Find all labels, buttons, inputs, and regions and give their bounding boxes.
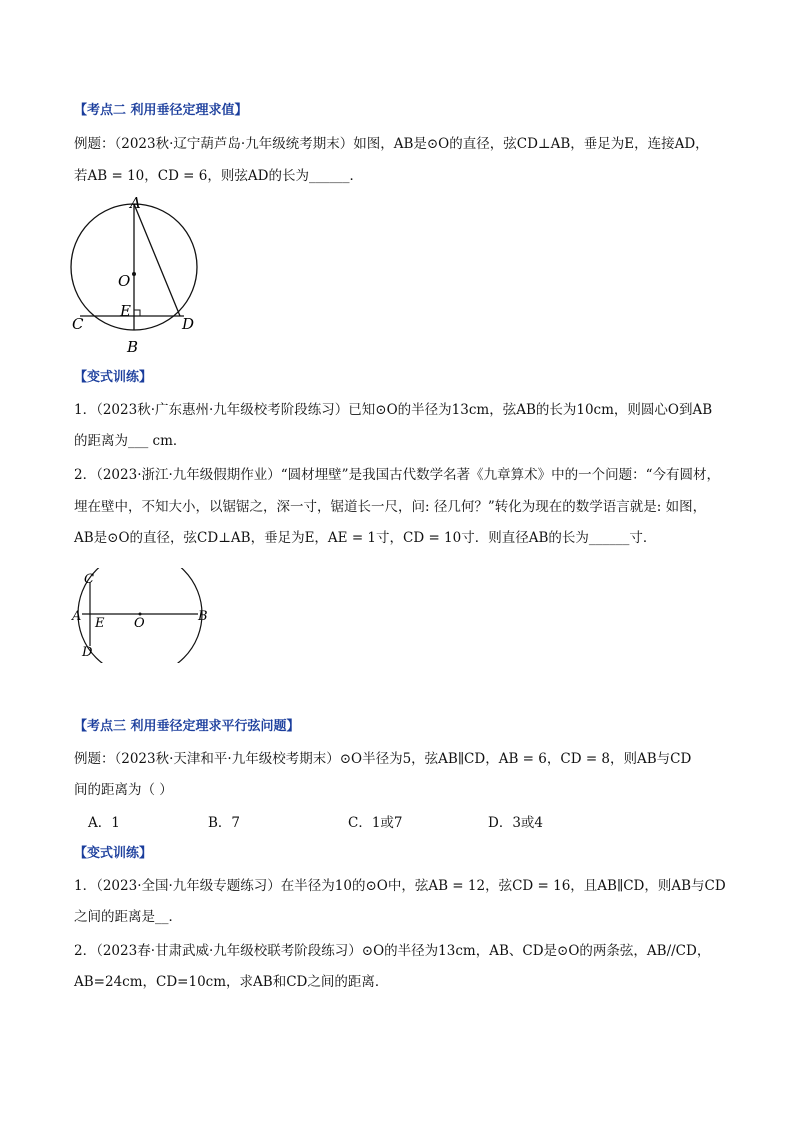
label-c: C [72,315,84,333]
example-3-line-1: 例题：（2023秋·天津和平·九年级校考期末）⊙O半径为5，弦AB∥CD，AB = 6，CD = 8，则AB与CD [74,751,692,767]
label-o: O [118,272,131,290]
section-heading-3: 【考点三 利用垂径定理求平行弦问题】 [74,719,300,734]
variant-3-2-line-1: 2．（2023春·甘肃武威·九年级校联考阶段练习）⊙O的半径为13cm，AB、CD是⊙O的两条弦，AB//CD， [74,943,711,959]
variant-2-1-line-1: 1．（2023秋·广东惠州·九年级校考阶段练习）已知⊙O的半径为13cm，弦AB的长为10cm，则圆心O到AB [74,402,713,418]
label-c: C [84,572,94,587]
variant-2-2-line-2: 埋在壁中，不知大小，以锯锯之，深一寸，锯道长一尺，问: 径几何？”转化为现在的数学语言就是: 如图， [74,499,707,515]
variant-3-1-line-2: 之间的距离是__． [74,909,182,925]
option-a: A．1 [88,815,120,831]
chord-ad [134,204,180,316]
variant-2-2-line-3: AB是⊙O的直径，弦CD⊥AB，垂足为E，AE = 1寸，CD = 10寸．则直径AB的长为______寸． [74,530,657,546]
variant-2-1-line-2: 的距离为___ cm． [74,433,187,449]
label-d: D [82,645,93,660]
figure-circle-diameter-chord [64,192,204,357]
section-heading-2: 【考点二 利用垂径定理求值】 [74,103,248,118]
label-b: B [198,609,208,624]
label-o: O [134,616,145,631]
label-b: B [127,338,139,356]
variant-3-1-line-1: 1．（2023·全国·九年级专题练习）在半径为10的⊙O中，弦AB = 12，弦CD = 16，且AB∥CD，则AB与CD [74,878,726,894]
variant-heading-3: 【变式训练】 [74,846,153,861]
label-e: E [120,302,131,320]
figure-circle-wood-in-wall [64,568,214,663]
example-2-line-1: 例题：（2023秋·辽宁葫芦岛·九年级统考期末）如图，AB是⊙O的直径，弦CD⊥AB，垂足为E，连接AD， [74,136,709,152]
option-b: B．7 [208,815,241,831]
label-a: A [72,609,82,624]
center-point [132,272,136,276]
option-d: D．3或4 [488,815,544,831]
example-3-line-2: 间的距离为（ ） [74,782,173,798]
label-a: A [130,194,141,212]
right-angle-mark [134,310,140,316]
example-2-line-2: 若AB = 10，CD = 6，则弦AD的长为______． [74,168,363,184]
label-e: E [95,616,105,631]
variant-heading-2: 【变式训练】 [74,370,153,385]
label-d: D [182,315,195,333]
variant-3-2-line-2: AB=24cm，CD=10cm，求AB和CD之间的距离． [74,974,389,990]
option-c: C．1或7 [348,815,403,831]
variant-2-2-line-1: 2．（2023·浙江·九年级假期作业）“圆材埋壁”是我国古代数学名著《九章算术》中的一个问题：“今有圆材， [74,467,720,483]
